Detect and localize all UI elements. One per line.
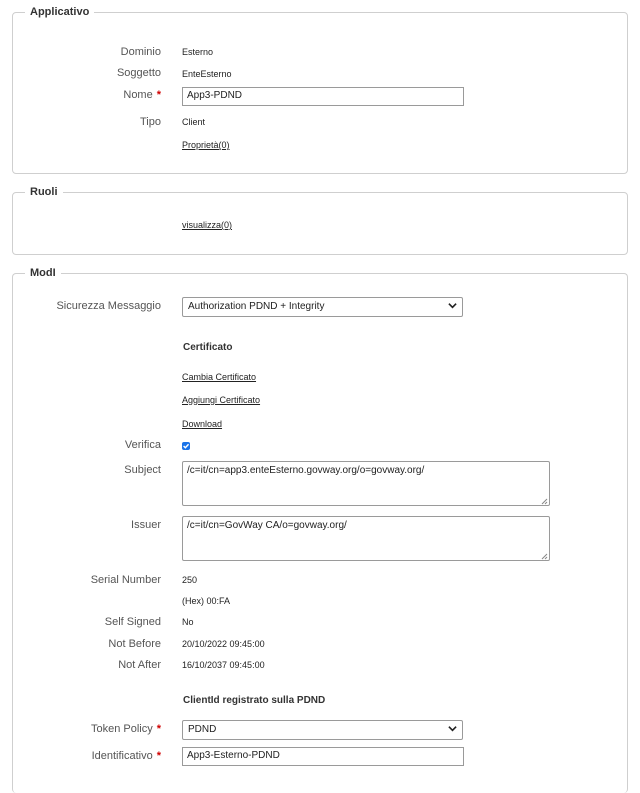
tipo-label: Tipo bbox=[140, 116, 161, 128]
issuer-value: /c=it/cn=GovWay CA/o=govway.org/ bbox=[187, 520, 347, 531]
download-link[interactable]: Download bbox=[182, 419, 223, 429]
required-marker: * bbox=[156, 750, 161, 762]
identificativo-input[interactable]: App3-Esterno-PDND bbox=[182, 747, 464, 766]
required-marker: * bbox=[156, 89, 161, 101]
sicurezza-messaggio-value: Authorization PDND + Integrity bbox=[188, 301, 325, 312]
nome-label: Nome * bbox=[123, 89, 161, 101]
serial-number-label: Serial Number bbox=[90, 574, 161, 586]
chevron-down-icon bbox=[448, 301, 457, 312]
soggetto-label: Soggetto bbox=[116, 67, 161, 79]
token-policy-label: Token Policy * bbox=[90, 723, 161, 735]
applicativo-section bbox=[12, 6, 628, 174]
required-marker: * bbox=[156, 723, 161, 735]
dominio-label: Dominio bbox=[120, 46, 161, 58]
soggetto-value: EnteEsterno bbox=[182, 69, 232, 79]
sicurezza-messaggio-label: Sicurezza Messaggio bbox=[56, 300, 161, 312]
resize-grip-icon[interactable] bbox=[541, 552, 548, 559]
self-signed-value: No bbox=[182, 617, 194, 627]
cambia-certificato-link[interactable]: Cambia Certificato bbox=[182, 372, 257, 382]
issuer-textarea[interactable] bbox=[182, 516, 550, 561]
subject-textarea[interactable] bbox=[182, 461, 550, 506]
proprieta-link[interactable]: Proprietà(0) bbox=[182, 140, 230, 150]
token-policy-select[interactable] bbox=[182, 720, 463, 740]
verifica-checkbox[interactable] bbox=[182, 442, 190, 450]
clientid-title: ClientId registrato sulla PDND bbox=[183, 695, 326, 706]
not-before-value: 20/10/2022 09:45:00 bbox=[182, 639, 265, 649]
nome-input[interactable]: App3-PDND bbox=[182, 87, 464, 106]
token-policy-value: PDND bbox=[188, 724, 217, 735]
not-after-value: 16/10/2037 09:45:00 bbox=[182, 660, 265, 670]
subject-value: /c=it/cn=app3.enteEsterno.govway.org/o=govway.org/ bbox=[187, 465, 425, 476]
serial-number-hex: (Hex) 00:FA bbox=[182, 596, 231, 606]
tipo-value: Client bbox=[182, 117, 206, 127]
chevron-down-icon bbox=[448, 724, 457, 735]
not-before-label: Not Before bbox=[108, 638, 161, 650]
ruoli-legend: Ruoli bbox=[25, 185, 63, 199]
applicativo-legend: Applicativo bbox=[25, 5, 94, 19]
aggiungi-certificato-link[interactable]: Aggiungi Certificato bbox=[182, 395, 261, 405]
verifica-label: Verifica bbox=[124, 439, 161, 451]
sicurezza-messaggio-select[interactable] bbox=[182, 297, 463, 317]
subject-label: Subject bbox=[124, 464, 161, 476]
serial-number-value: 250 bbox=[182, 575, 198, 585]
visualizza-ruoli-link[interactable]: visualizza(0) bbox=[182, 220, 233, 230]
identificativo-label: Identificativo * bbox=[91, 750, 161, 762]
resize-grip-icon[interactable] bbox=[541, 497, 548, 504]
self-signed-label: Self Signed bbox=[104, 616, 161, 628]
modi-legend: ModI bbox=[25, 266, 61, 280]
certificato-title: Certificato bbox=[183, 342, 233, 353]
not-after-label: Not After bbox=[118, 659, 161, 671]
dominio-value: Esterno bbox=[182, 47, 214, 57]
ruoli-section bbox=[12, 186, 628, 255]
modi-section bbox=[12, 267, 628, 793]
issuer-label: Issuer bbox=[131, 519, 161, 531]
